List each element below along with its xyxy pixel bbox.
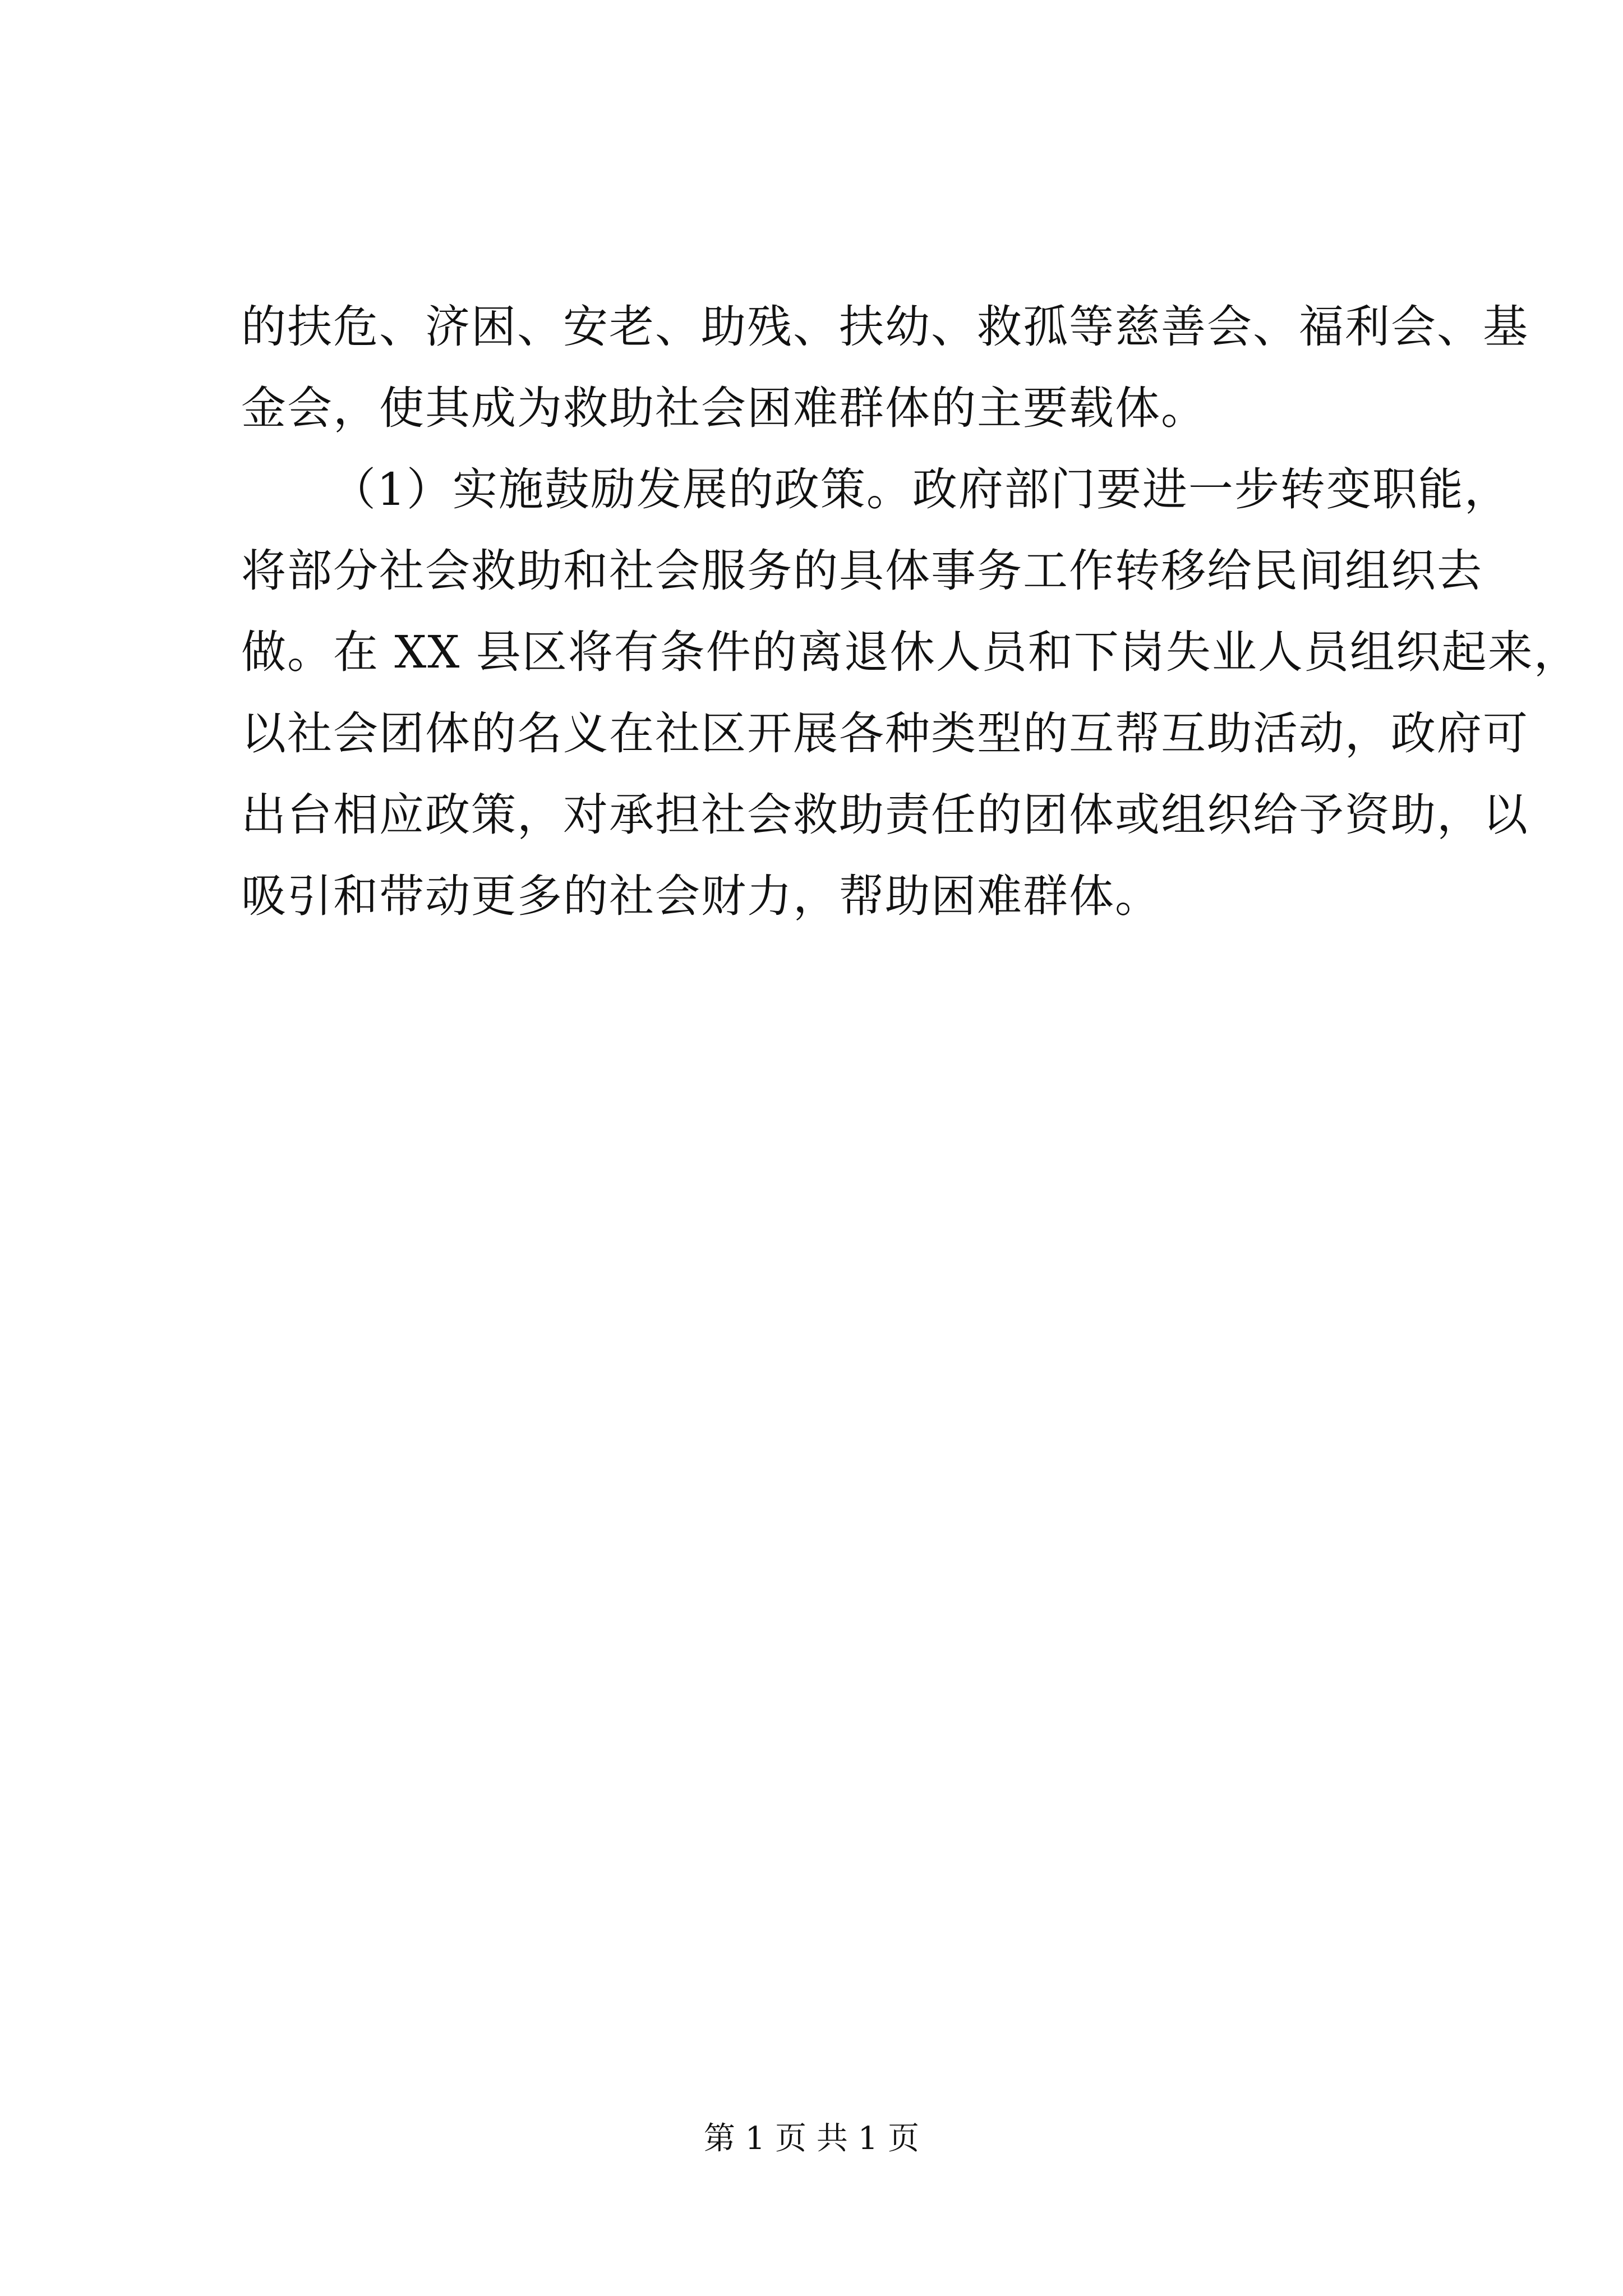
paragraph-line: 出台相应政策，对承担社会救助责任的团体或组织给予资助，以 [241, 789, 1529, 841]
paragraph-line: （1）实施鼓励发展的政策。政府部门要进一步转变职能， [331, 463, 1510, 516]
paragraph-line: 以社会团体的名义在社区开展各种类型的互帮互助活动，政府可 [241, 707, 1529, 760]
paragraph-line: 将部分社会救助和社会服务的具体事务工作转移给民间组织去 [241, 545, 1483, 597]
paragraph-line: 的扶危、济困、安老、助残、扶幼、救孤等慈善会、福利会、基 [241, 301, 1529, 353]
paragraph-line: 做。在 XX 县区将有条件的离退休人员和下岗失业人员组织起来， [241, 626, 1580, 678]
paragraph-line: 金会，使其成为救助社会困难群体的主要载体。 [241, 382, 1207, 434]
document-body [241, 286, 1580, 937]
page-footer: 第 1 页 共 1 页 [703, 2120, 920, 2157]
paragraph-line: 吸引和带动更多的社会财力，帮助困难群体。 [241, 870, 1161, 922]
